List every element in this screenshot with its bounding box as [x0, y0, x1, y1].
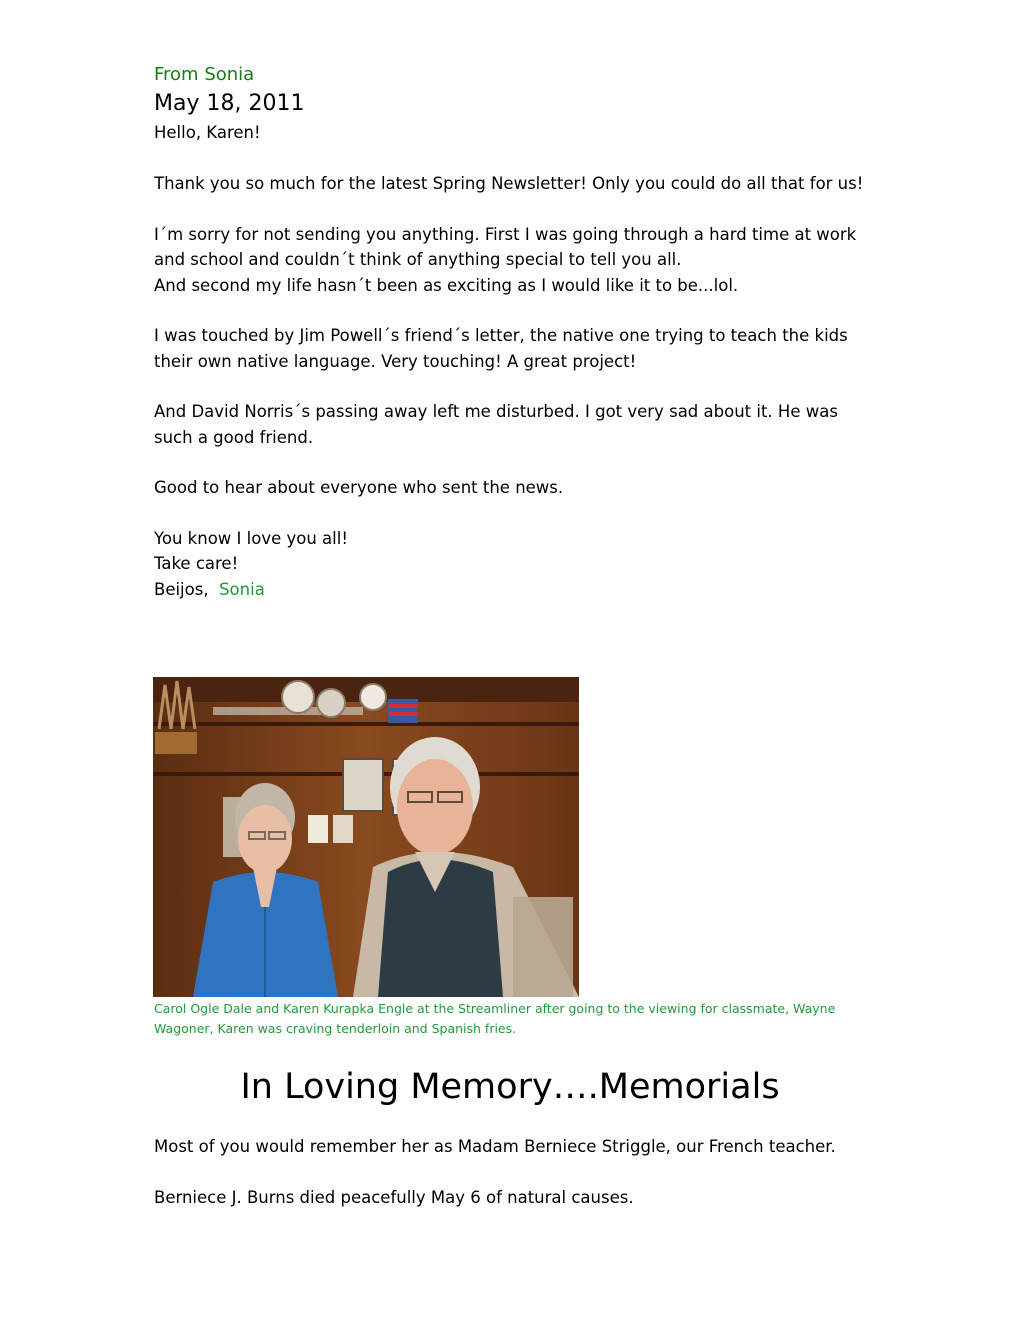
signature-prefix: Beijos,: [154, 579, 209, 599]
letter-paragraph: I´m sorry for not sending you anything. First I was going through a hard time at work and school and couldn´t think of anything special to tell you all.: [154, 224, 857, 269]
letter-from: From Sonia: [154, 64, 255, 85]
memorials-title: In Loving Memory….Memorials: [240, 1067, 780, 1107]
letter-date: May 18, 2011: [154, 91, 305, 116]
letter-closing: Take care!: [154, 554, 239, 573]
letter-paragraph: Good to hear about everyone who sent the news.: [154, 478, 564, 497]
photo-caption: Carol Ogle Dale and Karen Kurapka Engle at the Streamliner after going to the viewing for classmate, Wayne Wagoner, Karen was craving tenderloin and Spanish fries.: [154, 1001, 836, 1036]
letter-closing: You know I love you all!: [154, 528, 348, 548]
letter-paragraph: And second my life hasn´t been as exciting as I would like it to be...lol.: [154, 275, 739, 295]
memorial-paragraph: Berniece J. Burns died peacefully May 6 of natural causes.: [154, 1188, 634, 1207]
letter: [154, 62, 874, 602]
letter-paragraph: And David Norris´s passing away left me disturbed. I got very sad about it. He was such a good friend.: [154, 402, 838, 447]
signature-name: Sonia: [219, 579, 265, 599]
letter-paragraph: I was touched by Jim Powell´s friend´s letter, the native one trying to teach the kids their own native language. Very touching! A great project!: [154, 326, 848, 371]
photo: [153, 677, 579, 997]
letter-greeting: Hello, Karen!: [154, 123, 261, 142]
memorial-paragraph: Most of you would remember her as Madam Berniece Striggle, our French teacher.: [154, 1137, 836, 1156]
letter-signature: [154, 577, 874, 603]
letter-paragraph: Thank you so much for the latest Spring Newsletter! Only you could do all that for us!: [154, 174, 864, 193]
photo-illustration: [153, 677, 579, 997]
